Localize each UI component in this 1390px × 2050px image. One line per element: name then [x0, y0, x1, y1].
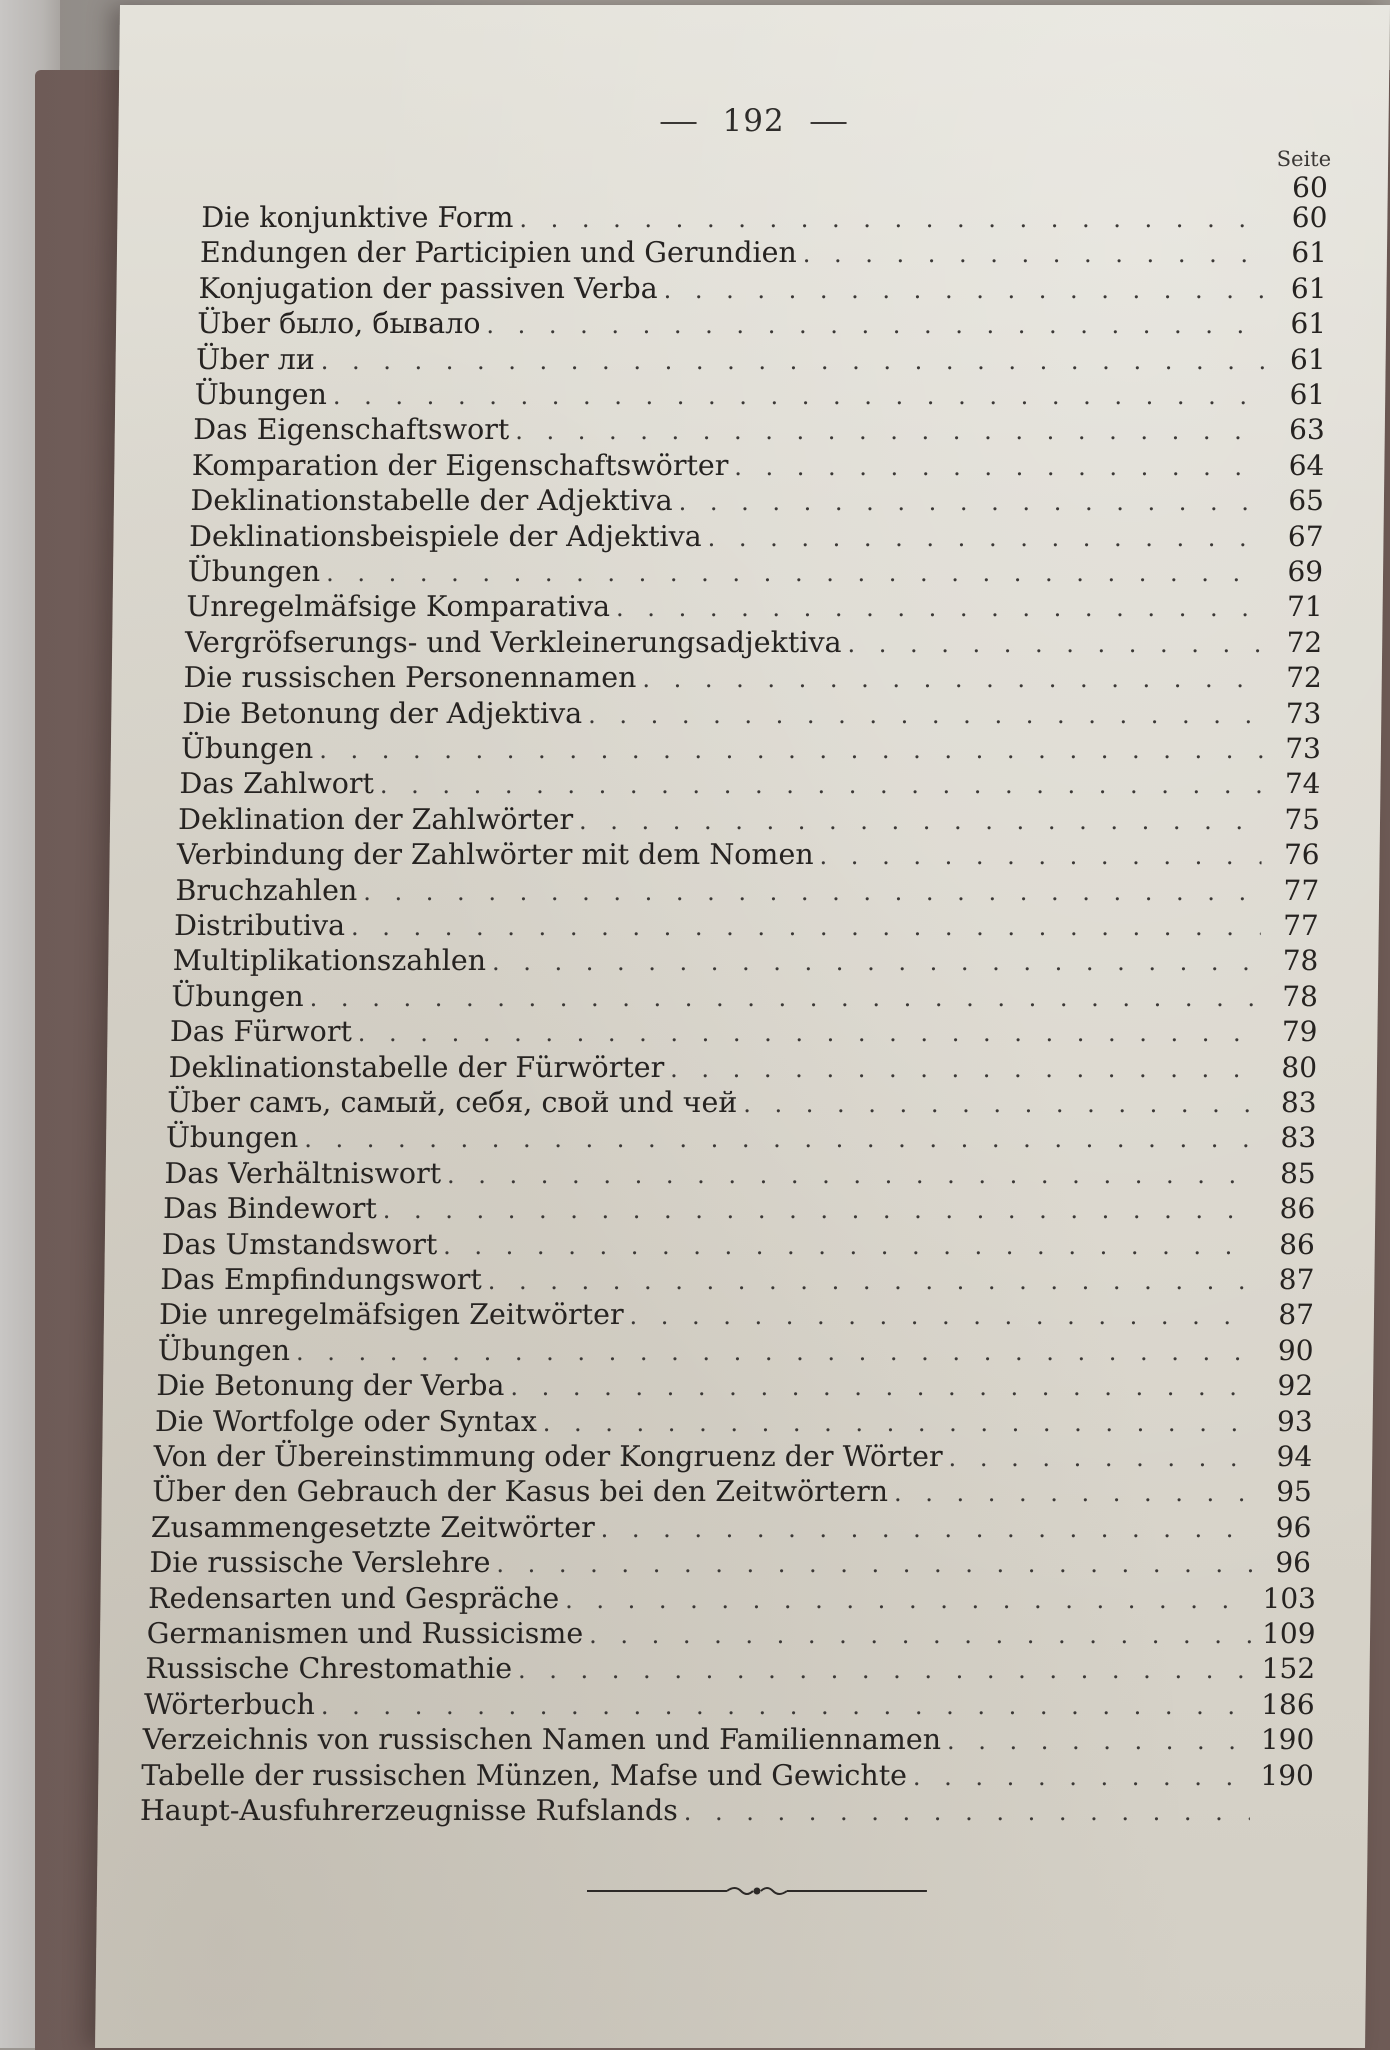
toc-entry[interactable] — [166, 1121, 1317, 1155]
toc-entry[interactable] — [172, 944, 1318, 978]
seite-column-header — [1277, 147, 1332, 171]
toc-page-number: 60 — [1291, 201, 1328, 234]
toc-dot-leader — [579, 804, 1262, 838]
toc-entry[interactable] — [179, 767, 1320, 801]
toc-page-number: 61 — [1291, 236, 1328, 270]
toc-dot-leader — [588, 698, 1264, 732]
toc-entry-title: Übungen — [194, 378, 328, 411]
toc-page-number: 61 — [1289, 342, 1326, 376]
toc-dot-leader — [894, 1476, 1254, 1510]
toc-entry[interactable] — [156, 1369, 1313, 1403]
toc-page-number: 78 — [1282, 979, 1319, 1013]
toc-page-number: 86 — [1279, 1227, 1316, 1261]
toc-dot-leader — [734, 450, 1266, 484]
toc-entry-title: Unregelmäfsige Komparativa — [186, 590, 611, 624]
toc-entry[interactable] — [159, 1298, 1314, 1332]
toc-page-number: 73 — [1285, 696, 1322, 730]
toc-entry[interactable] — [162, 1228, 1315, 1262]
toc-page-number: 69 — [1287, 555, 1324, 588]
toc-page-number: 96 — [1275, 1546, 1312, 1580]
toc-entry-title: Redensarten und Gespräche — [147, 1581, 560, 1615]
toc-dot-leader — [310, 981, 1261, 1015]
toc-entry[interactable] — [181, 732, 1321, 766]
toc-entry-title: Deklinationstabelle der Fürwörter — [168, 1050, 665, 1084]
toc-page-number: 79 — [1281, 1015, 1318, 1049]
toc-dot-leader — [296, 1335, 1256, 1369]
toc-dot-leader — [518, 1653, 1252, 1687]
toc-entry-title: Multiplikationszahlen — [172, 944, 487, 978]
toc-entry-title: Distributiva — [173, 909, 346, 942]
page-header — [118, 103, 1388, 139]
page-paper — [95, 5, 1390, 2048]
toc-entry[interactable] — [163, 1192, 1316, 1226]
toc-dot-leader — [664, 273, 1269, 307]
toc-page-number: 109 — [1261, 1617, 1316, 1650]
toc-page-number: 60 — [1291, 171, 1328, 204]
toc-entry[interactable] — [151, 1511, 1312, 1545]
toc-dot-leader — [486, 308, 1268, 342]
toc-entry-title: Die Wortfolge oder Syntax — [154, 1404, 538, 1438]
toc-entry[interactable] — [200, 236, 1327, 270]
toc-entry-title: Übungen — [165, 1121, 299, 1155]
toc-dot-leader — [443, 1229, 1257, 1263]
toc-entry[interactable] — [197, 307, 1326, 341]
toc-dot-leader — [383, 1193, 1258, 1227]
toc-entry-title: Wörterbuch — [143, 1687, 316, 1721]
toc-page-number: 72 — [1286, 625, 1323, 659]
toc-dot-leader — [947, 1724, 1251, 1758]
toc-entry-title: Tabelle der russischen Münzen, Mafse und Gewichte — [141, 1758, 908, 1792]
toc-dot-leader — [510, 1370, 1255, 1404]
ornament-divider — [587, 1882, 927, 1900]
toc-entry-title: Übungen — [171, 979, 304, 1013]
toc-entry-title: Die russische Verslehre — [149, 1546, 491, 1580]
toc-dot-leader — [803, 237, 1270, 271]
toc-entry-title: Das Verhältniswort — [164, 1156, 442, 1190]
toc-dot-leader — [380, 768, 1263, 802]
toc-dot-leader — [819, 839, 1261, 873]
toc-entry[interactable] — [188, 555, 1324, 589]
toc-page-number: 190 — [1260, 1723, 1315, 1757]
toc-entry-title: Über было, бывало — [197, 307, 481, 341]
toc-dot-leader — [629, 1299, 1256, 1333]
toc-dot-leader — [589, 1618, 1252, 1652]
toc-page-number: 83 — [1280, 1086, 1317, 1119]
toc-page-number: 72 — [1285, 661, 1322, 695]
toc-dot-leader — [670, 1052, 1259, 1086]
toc-entry[interactable] — [142, 1723, 1315, 1757]
toc-page-number: 190 — [1260, 1758, 1315, 1792]
toc-page-number: 92 — [1277, 1369, 1314, 1403]
toc-entry-title: Verbindung der Zahlwörter mit dem Nomen — [176, 838, 814, 872]
toc-entry-title: Die russischen Personennamen — [183, 661, 637, 695]
toc-dot-leader — [913, 1760, 1251, 1794]
page-number: 192 — [722, 103, 785, 139]
toc-entry[interactable] — [174, 909, 1319, 943]
toc-entry[interactable] — [157, 1334, 1313, 1368]
toc-entry[interactable] — [198, 272, 1326, 306]
toc-dot-leader — [447, 1158, 1258, 1192]
toc-page-number: 80 — [1281, 1050, 1318, 1084]
toc-page-number: 95 — [1275, 1475, 1313, 1509]
toc-page-number: 63 — [1288, 413, 1326, 447]
toc-entry[interactable] — [167, 1086, 1317, 1120]
toc-entry-title: Bruchzahlen — [175, 873, 358, 907]
header-dash-right — [811, 122, 847, 124]
toc-page-number: 85 — [1279, 1156, 1316, 1190]
toc-page-number: 94 — [1276, 1440, 1313, 1473]
toc-entry-title: Übungen — [187, 555, 321, 588]
toc-page-number: 103 — [1262, 1581, 1317, 1615]
toc-entry-title: Haupt-Ausfuhrerzeugnisse Rufslands — [139, 1794, 679, 1827]
toc-entry[interactable] — [160, 1263, 1314, 1297]
toc-entry-title: Die konjunktive Form — [201, 201, 514, 234]
toc-entry-title: Das Fürwort — [169, 1015, 353, 1049]
toc-dot-leader — [519, 202, 1269, 236]
toc-dot-leader — [684, 1795, 1250, 1829]
toc-page-number: 186 — [1261, 1687, 1315, 1721]
toc-entry[interactable] — [183, 661, 1322, 695]
toc-entry-title: Konjugation der passiven Verba — [198, 271, 658, 305]
toc-entry[interactable] — [194, 378, 1325, 412]
toc-entry-title: Die Betonung der Verba — [156, 1369, 505, 1403]
toc-page-number: 61 — [1290, 307, 1327, 341]
toc-entry[interactable] — [146, 1617, 1316, 1651]
toc-entry[interactable] — [149, 1546, 1311, 1580]
toc-page-number: 87 — [1278, 1298, 1315, 1332]
toc-entry[interactable] — [193, 413, 1325, 447]
toc-entry[interactable] — [189, 520, 1324, 554]
toc-entry-title: Das Empfindungswort — [160, 1263, 483, 1296]
toc-page-number: 74 — [1284, 767, 1321, 801]
toc-entry-title: Die Betonung der Adjektiva — [182, 696, 583, 730]
toc-page-number: 61 — [1289, 378, 1326, 411]
toc-page-number: 64 — [1288, 448, 1325, 482]
toc-dot-leader — [948, 1441, 1254, 1475]
toc-dot-leader — [743, 1087, 1259, 1121]
toc-dot-leader — [319, 733, 1263, 767]
toc-entry[interactable] — [168, 1051, 1317, 1085]
toc-entry-title: Deklination der Zahlwörter — [177, 802, 574, 836]
toc-dot-leader — [363, 875, 1261, 909]
toc-page-number: 83 — [1280, 1121, 1317, 1155]
toc-dot-leader — [543, 1406, 1255, 1440]
toc-entry-title: Endungen der Participien und Gerundien — [199, 236, 798, 270]
toc-entry-title: Germanismen und Russicisme — [146, 1617, 584, 1650]
toc-entry[interactable] — [186, 590, 1323, 624]
toc-dot-leader — [708, 521, 1266, 555]
toc-entry[interactable] — [143, 1687, 1315, 1722]
toc-entry-title: Übungen — [157, 1333, 291, 1367]
toc-page-number: 65 — [1288, 484, 1325, 518]
toc-dot-leader — [616, 591, 1265, 625]
toc-page-number: 61 — [1290, 271, 1327, 305]
toc-page-number: 96 — [1275, 1510, 1312, 1544]
toc-page-number: 87 — [1278, 1263, 1315, 1296]
toc-entry-title: Zusammengesetzte Zeitwörter — [150, 1510, 595, 1544]
toc-entry[interactable] — [175, 874, 1319, 908]
toc-entry[interactable] — [145, 1652, 1316, 1686]
toc-dot-leader — [321, 344, 1268, 378]
toc-entry-title: Übungen — [180, 732, 314, 765]
toc-entry-title: Russische Chrestomathie — [145, 1652, 513, 1686]
toc-entry[interactable] — [164, 1157, 1316, 1191]
toc-dot-leader — [321, 1689, 1252, 1723]
toc-dot-leader — [565, 1583, 1253, 1617]
toc-dot-leader — [351, 910, 1261, 944]
header-dash-left — [660, 122, 696, 124]
toc-dot-leader — [333, 379, 1268, 413]
toc-entry[interactable] — [177, 838, 1320, 872]
toc-dot-leader — [492, 945, 1261, 979]
toc-dot-leader — [488, 1264, 1257, 1298]
toc-page-number: 90 — [1277, 1333, 1314, 1367]
toc-dot-leader — [326, 556, 1265, 590]
toc-dot-leader — [847, 627, 1264, 661]
seite-label: Seite — [1276, 147, 1332, 171]
toc-entry[interactable] — [196, 343, 1326, 377]
toc-entry[interactable] — [152, 1475, 1312, 1509]
toc-entry-title: Über ли — [195, 342, 316, 376]
toc-entry-title: Vergröfserungs- und Verkleinerungsadjektiva — [184, 625, 842, 659]
toc-entry-title: Komparation der Eigenschaftswörter — [191, 448, 729, 482]
toc-entry[interactable] — [185, 626, 1323, 660]
toc-page-number: 71 — [1286, 590, 1323, 624]
toc-page-number: 152 — [1261, 1652, 1316, 1686]
toc-entry[interactable] — [171, 980, 1318, 1014]
toc-page-number: 77 — [1282, 909, 1319, 942]
book-page — [95, 5, 1390, 2048]
toc-entry-title: Über den Gebrauch der Kasus bei den Zeitwörtern — [152, 1475, 889, 1509]
toc-entry[interactable] — [147, 1581, 1317, 1616]
toc-dot-leader — [496, 1547, 1253, 1581]
toc-dot-leader — [358, 1016, 1260, 1050]
toc-entry-title: Deklinationsbeispiele der Adjektiva — [188, 519, 702, 553]
toc-entry[interactable] — [192, 449, 1325, 483]
toc-dot-leader — [515, 414, 1267, 448]
toc-entry[interactable] — [190, 484, 1324, 518]
toc-entry-title: Das Zahlwort — [179, 767, 375, 801]
toc-entry-title: Das Umstandswort — [161, 1227, 438, 1261]
toc-page-number: 73 — [1285, 732, 1322, 765]
toc-entry[interactable] — [201, 201, 1327, 235]
toc-page-number: 76 — [1283, 838, 1320, 872]
toc-page-number: 75 — [1284, 802, 1321, 836]
toc-entry-title: Verzeichnis von russischen Namen und Familiennamen — [142, 1723, 942, 1757]
toc-entry[interactable] — [170, 1015, 1318, 1049]
toc-entry[interactable] — [155, 1405, 1313, 1439]
toc-top-page-number — [1280, 171, 1328, 205]
toc-page-number: 67 — [1287, 519, 1324, 553]
toc-entry-title: Von der Übereinstimmung oder Kongruenz der Wörter — [153, 1440, 943, 1473]
toc-dot-leader — [642, 662, 1264, 696]
toc-dot-leader — [304, 1122, 1258, 1156]
toc-dot-leader — [600, 1512, 1253, 1546]
toc-entry[interactable] — [182, 697, 1321, 731]
toc-entry[interactable] — [178, 803, 1320, 837]
toc-entry[interactable] — [140, 1794, 1308, 1828]
toc-entry-title: Über самъ, самый, себя, свой und чей — [167, 1086, 738, 1119]
toc-page-number: 86 — [1279, 1192, 1316, 1226]
toc-entry-title: Das Eigenschaftswort — [192, 413, 510, 447]
toc-entry-title: Das Bindewort — [162, 1192, 378, 1226]
toc-entry[interactable] — [153, 1440, 1312, 1474]
toc-page-number: 77 — [1283, 873, 1320, 907]
toc-dot-leader — [678, 485, 1266, 519]
toc-entry-title: Deklinationstabelle der Adjektiva — [190, 484, 673, 518]
toc-entry-title: Die unregelmäfsigen Zeitwörter — [158, 1298, 624, 1332]
toc-page-number: 78 — [1282, 944, 1319, 978]
toc-entry[interactable] — [141, 1758, 1315, 1793]
toc-page-number: 93 — [1276, 1404, 1313, 1438]
